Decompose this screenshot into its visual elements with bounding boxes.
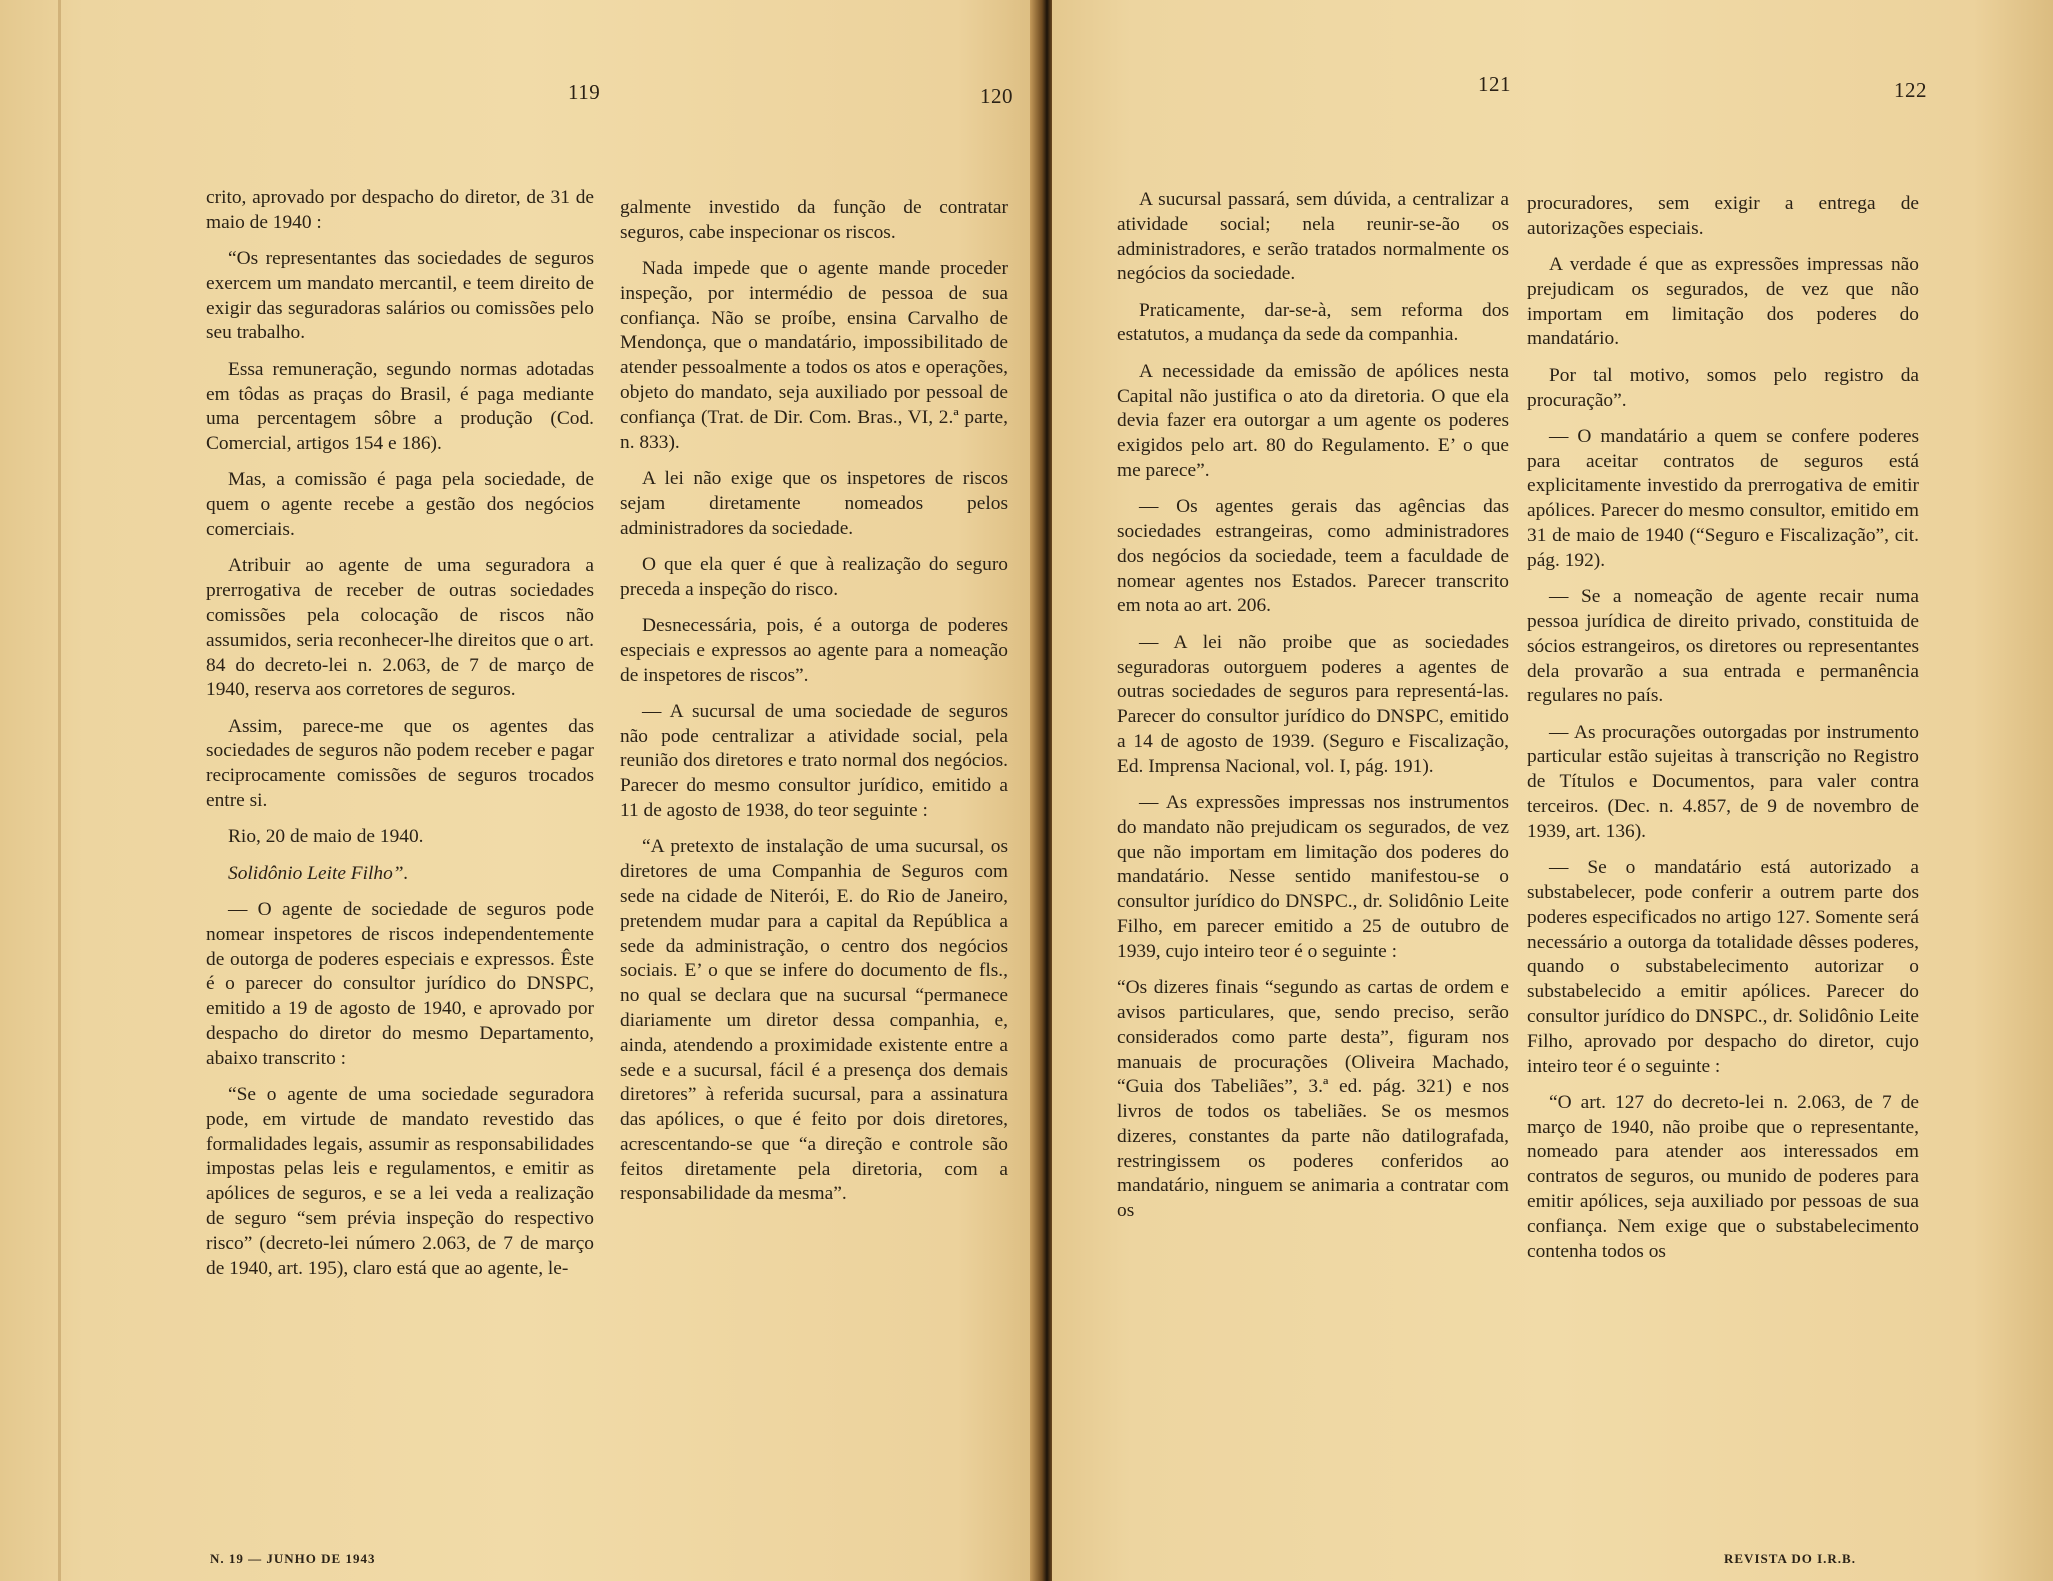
paragraph: “A pretexto de instalação de uma sucursal, os diretores de uma Companhia de Seguros com sede na cidade de Niterói, E. do Rio de Janeiro, pretendem mudar para a capital da República a sede da administração, o centro dos negócios sociais. E’ o que se infere do documento de fls., no qual se declara que na sucursal “permanece diariamente um diretor dessa companhia, e, ainda, atendendo a proximidade existente entre a sede e a sucursal, fácil é a presença dos demais diretores” à referida sucursal, para a assinatura das apólices, o que é feito por dois diretores, acrescentando-se que “a direção e controle são feitos diretamente pela diretoria, com a responsabilidade da mesma”. xyxy=(620,836,1008,1205)
paragraph: A necessidade da emissão de apólices nesta Capital não justifica o ato da diretoria. O que ela devia fazer era outorgar a um agente os poderes exigidos pelo art. 80 do Regulamento. E’ o que me parece”. xyxy=(1117,360,1509,481)
paragraph: A sucursal passará, sem dúvida, a centralizar a atividade social; nela reunir-se-ão os administradores, e serão tratados normalmente os negócios da sociedade. xyxy=(1117,189,1509,285)
page-edge xyxy=(58,0,61,1581)
paragraph: “Os dizeres finais “segundo as cartas de ordem e avisos particulares, que, sendo preciso, serão considerados como parte desta”, figuram nos manuais de procurações (Oliveira Machado, “Guia dos Tabeliães”, 3.ª ed. pág. 321) e nos livros de todos os tabeliães. Se os mesmos dizeres, constantes da parte não datilografada, restringissem os poderes conferidos ao mandatário, ninguem se animaria a contratar com os xyxy=(1117,977,1509,1222)
paragraph: procuradores, sem exigir a entrega de autorizações especiais. xyxy=(1527,193,1919,239)
paragraph: — O mandatário a quem se confere poderes para aceitar contratos de seguros está explicitamente investido da prerrogativa de emitir apólices. Parecer do mesmo consultor, emitido em 31 de maio de 1940 (“Seguro e Fiscalização”, cit. pág. 192). xyxy=(1527,425,1919,571)
page-number-121: 121 xyxy=(1478,72,1511,96)
paragraph: — Se o mandatário está autorizado a substabelecer, pode conferir a outrem parte dos poderes especificados no artigo 127. Somente será necessário a outorga da totalidade dêsses poderes, quando o substabelecimento autorizar o substabelecido a emitir apólices. Parecer do consultor jurídico do DNSPC., dr. Solidônio Leite Filho, aprovado por despacho do diretor, cujo inteiro teor é o seguinte : xyxy=(1527,857,1919,1077)
column-page-122 xyxy=(1527,192,1919,1276)
paragraph: — As procurações outorgadas por instrumento particular estão sujeitas à transcrição no Registro de Títulos e Documentos, para valer contra terceiros. (Dec. n. 4.857, de 9 de novembro de 1939, art. 136). xyxy=(1527,721,1919,842)
column-page-120 xyxy=(620,196,1008,1219)
paragraph: Praticamente, dar-se-à, sem reforma dos estatutos, a mudança da sede da companhia. xyxy=(1117,299,1509,346)
page-number-122: 122 xyxy=(1894,78,1927,102)
paragraph: — Os agentes gerais das agências das sociedades estrangeiras, como administradores dos negócios da sociedade, teem a faculdade de nomear agentes nos Estados. Parecer transcrito em nota ao art. 206. xyxy=(1117,496,1509,617)
paragraph: — As expressões impressas nos instrumentos do mandato não prejudicam os segurados, de vez que não importam em limitação dos poderes do mandatário. Nesse sentido manifestou-se o consultor jurídico do DNSPC., dr. Solidônio Leite Filho, em parecer emitido a 25 de outubro de 1939, cujo inteiro teor é o seguinte : xyxy=(1117,792,1509,962)
footer-journal: REVISTA DO I.R.B. xyxy=(1724,1551,1856,1566)
paragraph: — A sucursal de uma sociedade de seguros não pode centralizar a atividade social, pela reunião dos diretores e trato normal dos negócios. Parecer do mesmo consultor jurídico, emitido a 11 de agosto de 1938, do teor seguinte : xyxy=(620,700,1008,822)
paragraph: Desnecessária, pois, é a outorga de poderes especiais e expressos ao agente para a nomeação de inspetores de riscos”. xyxy=(620,614,1008,686)
paragraph: — O agente de sociedade de seguros pode nomear inspetores de riscos independentemente de outorga de poderes especiais e expressos. Êste é o parecer do consultor jurídico do DNSPC, emitido a 19 de agosto de 1940, e aprovado por despacho do diretor do mesmo Departamento, abaixo transcrito : xyxy=(206,898,594,1069)
paragraph: “Os representantes das sociedades de seguros exercem um mandato mercantil, e teem direito de exigir das seguradoras salários ou comissões pelo seu trabalho. xyxy=(206,248,594,344)
right-leaf xyxy=(1052,0,2053,1581)
paragraph: Mas, a comissão é paga pela sociedade, de quem o agente recebe a gestão dos negócios comerciais. xyxy=(206,469,594,541)
paragraph: Solidônio Leite Filho”. xyxy=(228,862,409,884)
paragraph: crito, aprovado por despacho do diretor, de 31 de maio de 1940 : xyxy=(206,187,594,233)
page-number-119: 119 xyxy=(568,80,601,104)
page-number-120: 120 xyxy=(980,84,1013,108)
paragraph: “O art. 127 do decreto-lei n. 2.063, de 7 de março de 1940, não proibe que o representante, nomeado para atender aos interessados em contratos de seguros, ou munido de poderes para emitir apólices, seja auxiliado por pessoas de sua confiança. Nem exige que o substabelecimento contenha todos os xyxy=(1527,1091,1919,1262)
paragraph: — A lei não proibe que as sociedades seguradoras outorguem poderes a agentes de outras sociedades de seguros para representá-las. Parecer do consultor jurídico do DNSPC, emitido a 14 de agosto de 1939. (Seguro e Fiscalização, Ed. Imprensa Nacional, vol. I, pág. 191). xyxy=(1117,631,1509,777)
paragraph: Assim, parece-me que os agentes das sociedades de seguros não podem receber e pagar reciprocamente comissões de seguros trocados entre si. xyxy=(206,715,594,812)
paragraph: Rio, 20 de maio de 1940. xyxy=(228,826,424,848)
paragraph: A verdade é que as expressões impressas não prejudicam os segurados, de vez que não importam em limitação dos poderes do mandatário. xyxy=(1527,254,1919,350)
paragraph: Atribuir ao agente de uma seguradora a prerrogativa de receber de outras sociedades comissões pela colocação de riscos não assumidos, seria reconhecer-lhe direitos que o art. 84 do decreto-lei n. 2.063, de 7 de março de 1940, reserva aos corretores de seguros. xyxy=(206,555,594,701)
paragraph: Essa remuneração, segundo normas adotadas em tôdas as praças do Brasil, é paga mediante uma percentagem sôbre a produção (Cod. Comercial, artigos 154 e 186). xyxy=(206,358,594,455)
paragraph: galmente investido da função de contratar seguros, cabe inspecionar os riscos. xyxy=(620,197,1008,243)
paragraph: Por tal motivo, somos pelo registro da procuração”. xyxy=(1527,364,1919,411)
column-page-121 xyxy=(1117,188,1509,1236)
paragraph: Nada impede que o agente mande proceder inspeção, por intermédio de pessoa de sua confiança. Não se proíbe, ensina Carvalho de Mendonça, que o mandatário, impossibilitado de atender pessoalmente a todos os atos e operações, objeto do mandato, seja auxiliado por pessoal de confiança (Trat. de Dir. Com. Bras., VI, 2.ª parte, n. 833). xyxy=(620,258,1008,453)
footer-issue: N. 19 — JUNHO DE 1943 xyxy=(210,1551,376,1566)
paragraph: — Se a nomeação de agente recair numa pessoa jurídica de direito privado, constituida de sócios estrangeiros, os diretores ou representantes dela provarão a sua entrada e permanência regulares no país. xyxy=(1527,586,1919,707)
paragraph: A lei não exige que os inspetores de riscos sejam diretamente nomeados pelos administradores da sociedade. xyxy=(620,467,1008,539)
paragraph: O que ela quer é que à realização do seguro preceda a inspeção do risco. xyxy=(620,553,1008,600)
column-page-119 xyxy=(206,186,594,1293)
paragraph: “Se o agente de uma sociedade seguradora pode, em virtude de mandato revestido das formalidades legais, assumir as responsabilidades impostas pelas leis e regulamentos, e emitir as apólices de seguros, e se a lei veda a realização de seguro “sem prévia inspeção do respectivo risco” (decreto-lei número 2.063, de 7 de março de 1940, art. 195), claro está que ao agente, le- xyxy=(206,1084,594,1279)
